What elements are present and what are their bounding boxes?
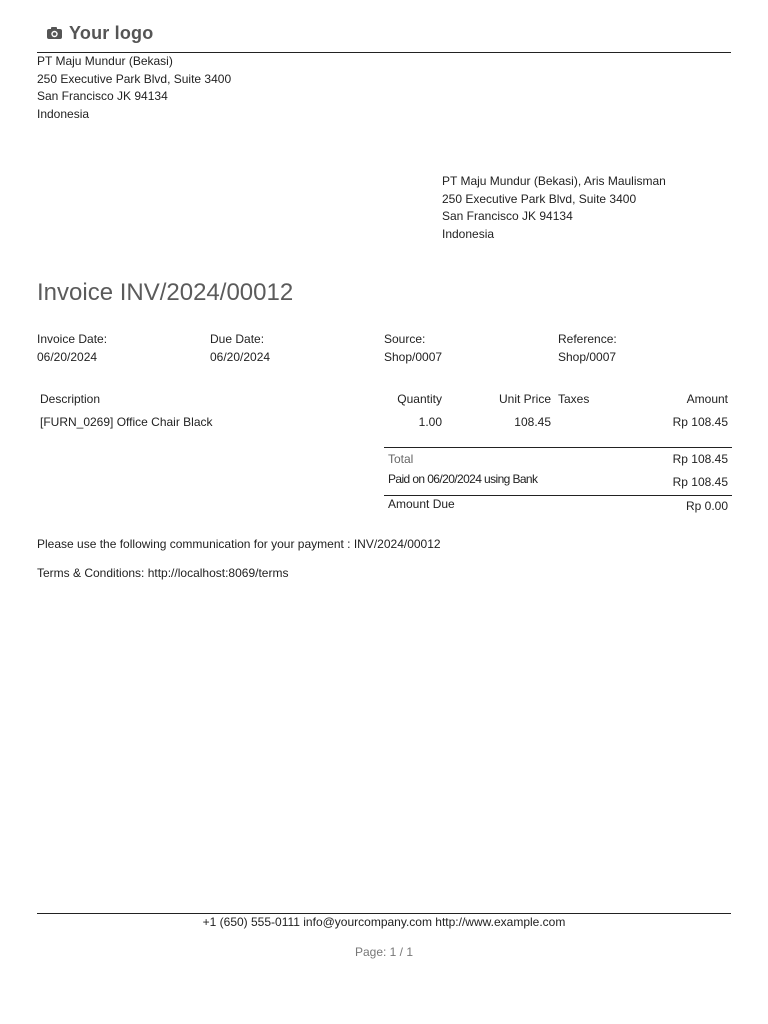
line-description: [FURN_0269] Office Chair Black — [40, 415, 213, 429]
amount-due-divider — [384, 495, 732, 496]
invoice-date-label: Invoice Date: — [37, 332, 108, 346]
reference-block — [558, 330, 617, 366]
reference-label: Reference: — [558, 332, 617, 346]
due-date-value: 06/20/2024 — [210, 350, 271, 364]
customer-address-line: PT Maju Mundur (Bekasi), Aris Maulisman — [442, 174, 666, 188]
invoice-date-value: 06/20/2024 — [37, 350, 98, 364]
page-number: Page: 1 / 1 — [354, 945, 414, 959]
column-header-quantity: Quantity — [397, 392, 442, 406]
source-block — [384, 330, 442, 366]
amount-due-label: Amount Due — [388, 497, 455, 511]
reference-value: Shop/0007 — [558, 350, 617, 364]
company-address — [37, 53, 231, 123]
logo-text: Your logo — [69, 22, 154, 43]
source-label: Source: — [384, 332, 426, 346]
footer-divider — [37, 913, 731, 914]
payment-communication: Please use the following communication for your payment : INV/2024/00012 — [37, 537, 441, 551]
payment-value: Rp 108.45 — [672, 475, 728, 489]
customer-address-line: Indonesia — [442, 226, 495, 241]
totals-divider — [384, 447, 732, 448]
column-header-description: Description — [40, 392, 101, 406]
column-header-taxes: Taxes — [558, 392, 590, 406]
line-quantity: 1.00 — [418, 415, 442, 429]
invoice-date-block — [37, 330, 107, 366]
company-address-line: PT Maju Mundur (Bekasi) — [37, 54, 173, 68]
company-address-line: 250 Executive Park Blvd, Suite 3400 — [37, 71, 232, 86]
customer-address-line: 250 Executive Park Blvd, Suite 3400 — [442, 191, 637, 206]
due-date-label: Due Date: — [210, 332, 265, 346]
total-value: Rp 108.45 — [672, 452, 728, 466]
amount-due-value: Rp 0.00 — [685, 499, 728, 513]
footer-contact: +1 (650) 555-0111 info@yourcompany.com http://www.example.com — [202, 915, 566, 929]
company-address-line: San Francisco JK 94134 — [37, 89, 168, 104]
source-value: Shop/0007 — [384, 350, 443, 364]
total-label: Total — [388, 452, 414, 466]
column-header-amount: Amount — [686, 392, 728, 406]
due-date-block — [210, 330, 270, 366]
company-address-line: Indonesia — [37, 106, 90, 121]
line-unit-price: 108.45 — [514, 415, 551, 429]
camera-icon — [46, 26, 63, 40]
company-logo — [46, 21, 153, 45]
customer-address — [442, 173, 666, 243]
line-amount: Rp 108.45 — [672, 415, 728, 429]
payment-label: Paid on 06/20/2024 using Bank — [388, 472, 538, 486]
terms-and-conditions: Terms & Conditions: http://localhost:8069/terms — [37, 566, 289, 580]
customer-address-line: San Francisco JK 94134 — [442, 209, 573, 224]
column-header-unit-price: Unit Price — [498, 392, 551, 406]
invoice-title: Invoice INV/2024/00012 — [37, 279, 294, 306]
